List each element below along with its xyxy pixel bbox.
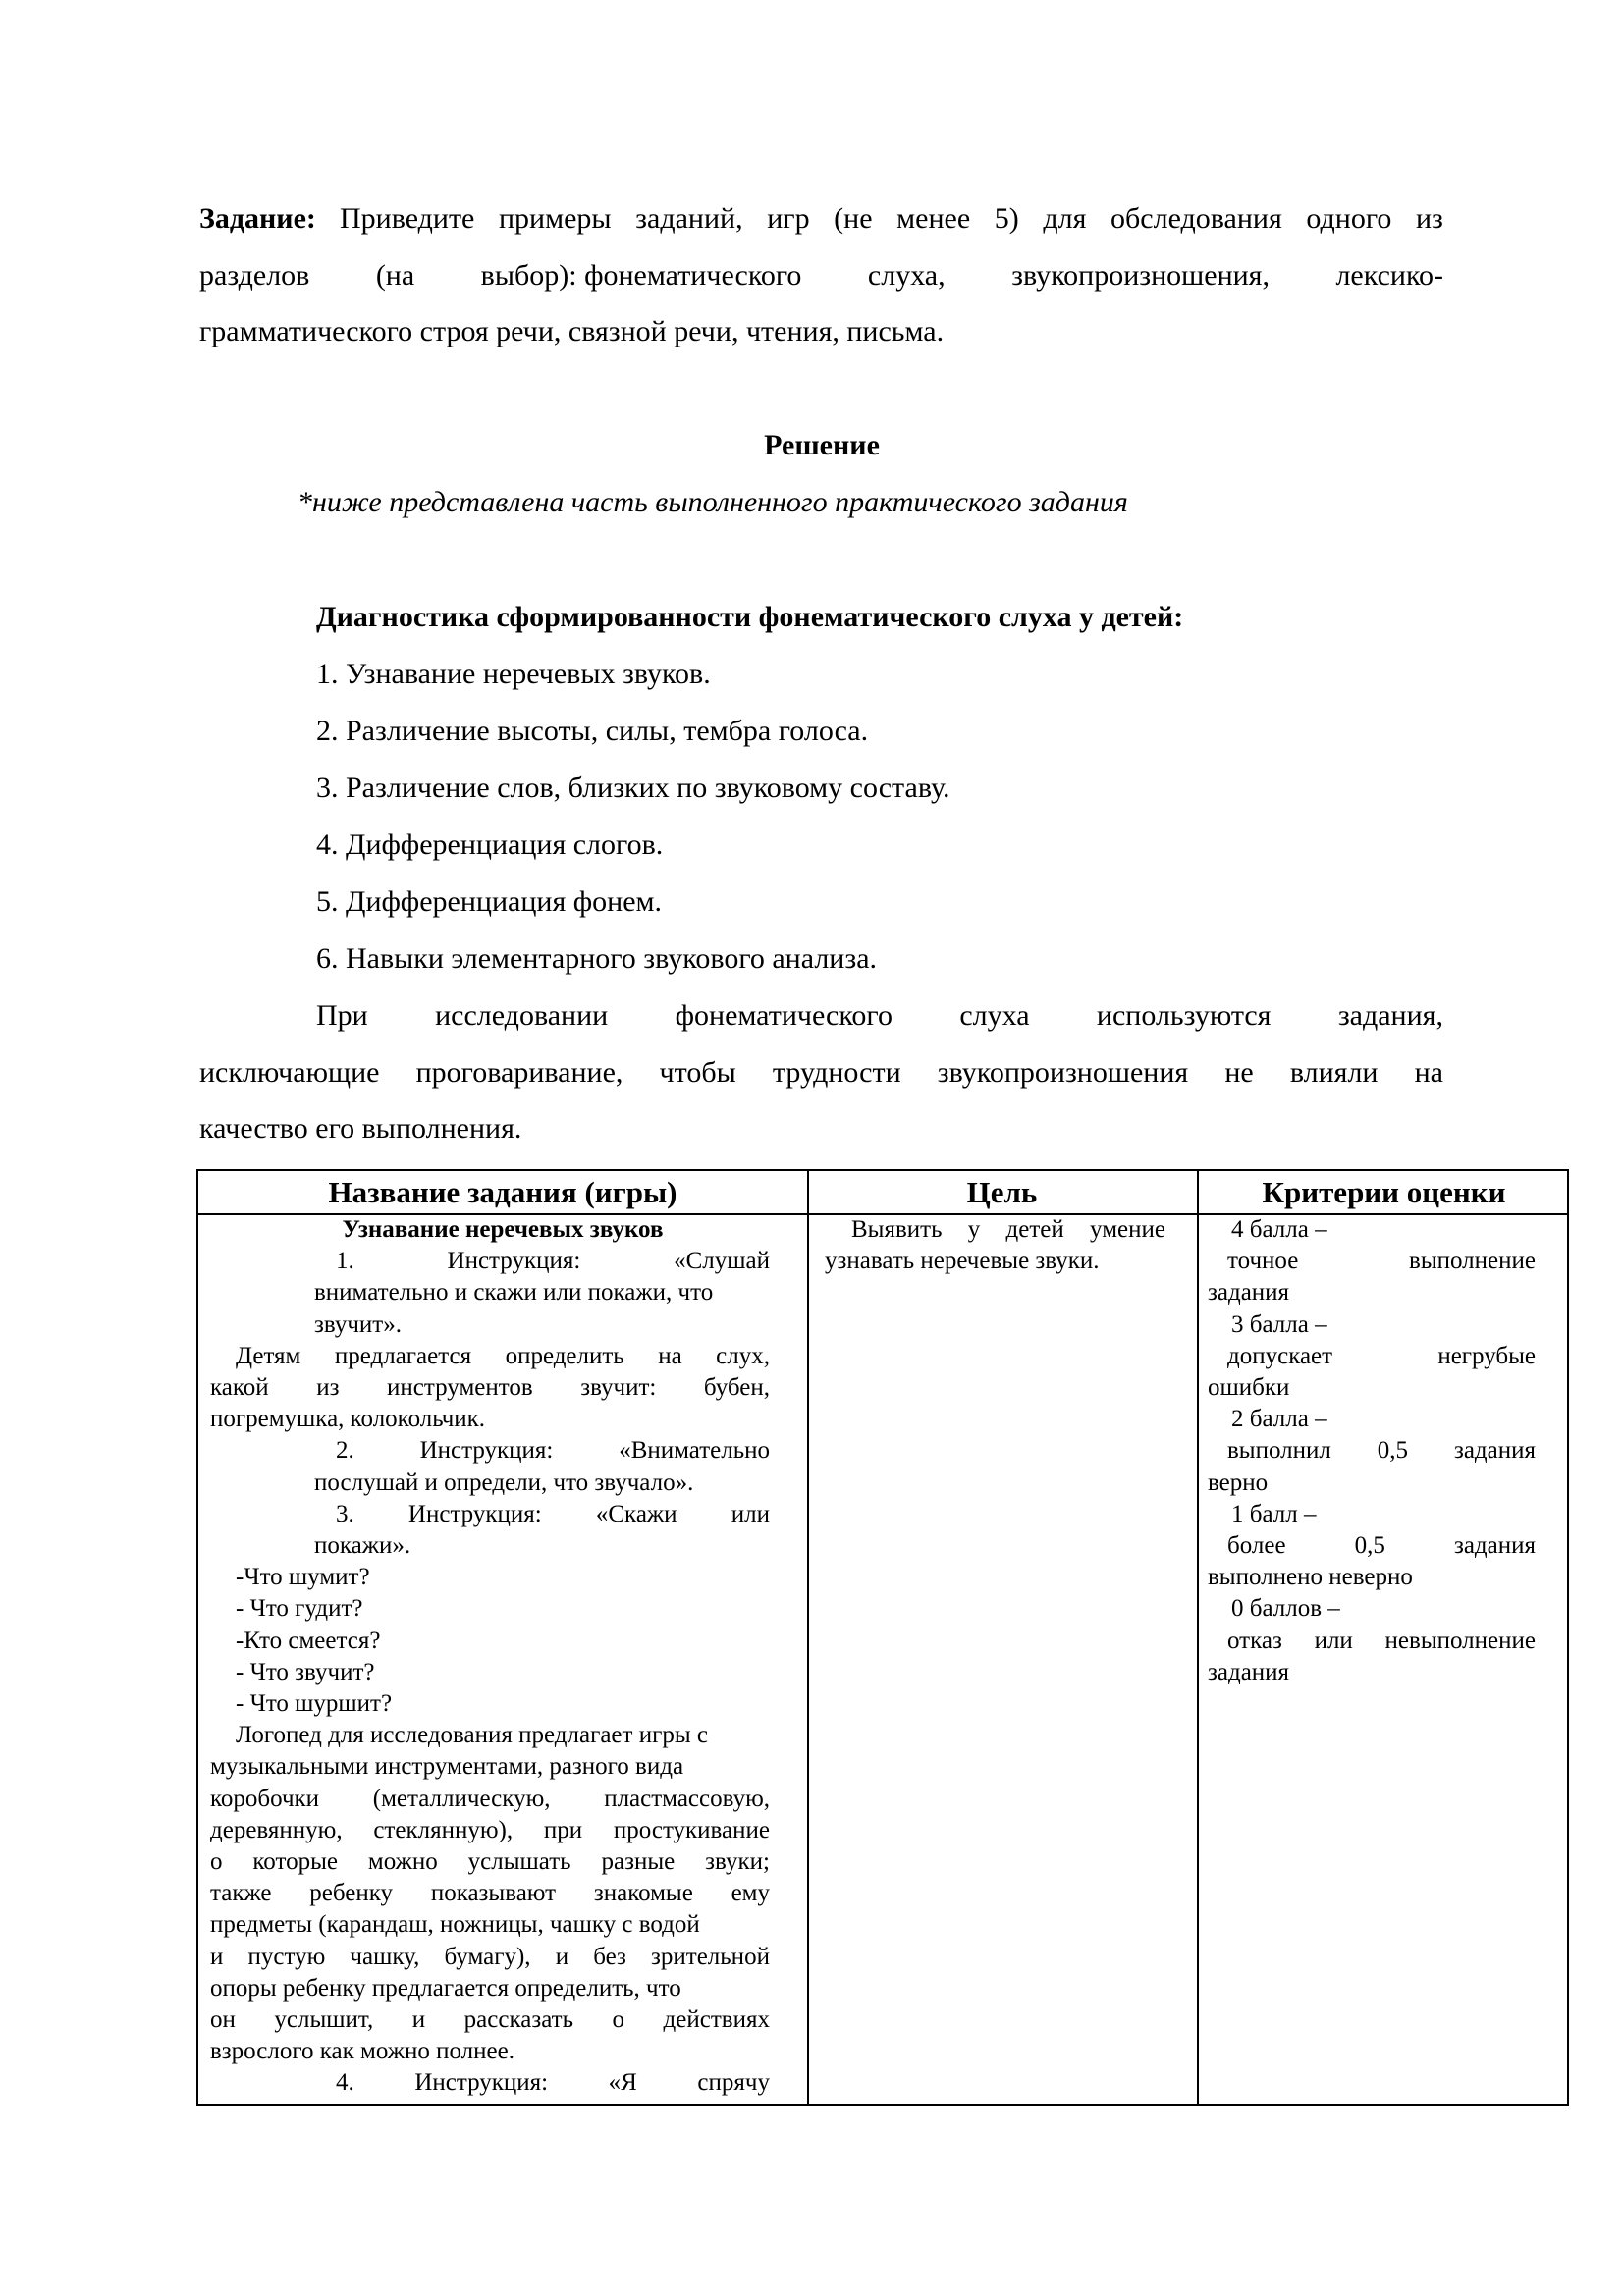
- word: стеклянную),: [373, 1816, 514, 1843]
- word: не: [1224, 1056, 1254, 1089]
- criteria-score: 1 балл –: [1231, 1500, 1317, 1527]
- word: выполнил: [1227, 1437, 1331, 1465]
- word: слух,: [716, 1342, 770, 1369]
- word: разные: [601, 1848, 676, 1875]
- word: определить: [505, 1342, 624, 1369]
- word: задания: [1453, 1437, 1536, 1465]
- question-item: - Что гудит?: [236, 1595, 363, 1623]
- word: одного: [1306, 202, 1392, 235]
- word: без: [593, 1943, 626, 1970]
- word: предлагается: [334, 1342, 472, 1369]
- word: спрячу: [697, 2069, 770, 2097]
- word: показывают: [430, 1880, 557, 1907]
- word: зрительной: [651, 1943, 770, 1970]
- word: отказ: [1227, 1627, 1282, 1654]
- criteria-description: [1227, 1530, 1536, 1562]
- word: звукопроизношения: [937, 1056, 1189, 1089]
- question-item: -Кто смеется?: [236, 1627, 381, 1654]
- question-item: - Что шуршит?: [236, 1690, 393, 1717]
- diagnostics-item: 6. Навыки элементарного звукового анализа.: [316, 942, 878, 975]
- word: 1.: [336, 1248, 354, 1275]
- word: обследования: [1110, 202, 1282, 235]
- word: которые: [252, 1848, 338, 1875]
- criteria-description: [1227, 1435, 1536, 1467]
- word: 5): [994, 202, 1019, 235]
- solution-title: Решение: [764, 429, 880, 461]
- word: из: [1416, 202, 1443, 235]
- word: «Слушай: [674, 1248, 770, 1275]
- word: услышит,: [274, 2006, 374, 2033]
- word: выбор): фонематического: [480, 259, 802, 292]
- diagnostics-item: 1. Узнавание неречевых звуков.: [316, 658, 711, 690]
- word: действиях: [663, 2006, 770, 2033]
- word: точное: [1227, 1248, 1299, 1275]
- word: «Внимательно: [619, 1437, 770, 1465]
- goal-line-2: узнавать неречевые звуки.: [825, 1248, 1100, 1274]
- header-criteria: Критерии оценки: [1262, 1175, 1506, 1209]
- word: выполнение: [1409, 1248, 1536, 1275]
- criteria-description: задания: [1208, 1279, 1290, 1307]
- word: деревянную,: [210, 1816, 343, 1843]
- header-task-name: Название задания (игры): [328, 1175, 677, 1209]
- cell-line: [210, 1846, 770, 1878]
- word: При: [316, 999, 368, 1032]
- word: о: [210, 1848, 223, 1875]
- criteria-description: верно: [1208, 1468, 1269, 1496]
- word: Выявить: [851, 1216, 943, 1243]
- word: звуки;: [705, 1848, 770, 1875]
- word: исключающие: [199, 1056, 380, 1089]
- criteria-score: 0 баллов –: [1231, 1595, 1340, 1623]
- word: Детям: [236, 1342, 301, 1369]
- word: о: [612, 2006, 625, 2033]
- word: Инструкция:: [447, 1248, 581, 1275]
- instruction-3: [336, 1499, 770, 1530]
- word: Инструкция:: [414, 2069, 549, 2097]
- word: используются: [1096, 999, 1272, 1032]
- word: на: [658, 1342, 682, 1369]
- word: 0,5: [1354, 1532, 1385, 1559]
- word: коробочки: [210, 1785, 320, 1812]
- goal-line-1: [851, 1214, 1165, 1246]
- word: заданий,: [635, 202, 743, 235]
- word: невыполнение: [1384, 1627, 1536, 1654]
- word: пластмассовую,: [604, 1785, 770, 1812]
- word: и: [210, 1943, 224, 1970]
- word: слуха: [959, 999, 1030, 1032]
- word: фонематического: [675, 999, 893, 1032]
- diagnostics-item: 5. Дифференциация фонем.: [316, 885, 663, 918]
- criteria-score: 3 балла –: [1231, 1310, 1327, 1338]
- criteria-description: ошибки: [1208, 1374, 1290, 1401]
- cell-line: [210, 1784, 770, 1815]
- word: примеры: [498, 202, 612, 235]
- word: «Скажи: [595, 1500, 677, 1527]
- word: бумагу),: [444, 1943, 531, 1970]
- cell-line: музыкальными инструментами, разного вида: [210, 1753, 684, 1781]
- cell-line: [210, 1815, 770, 1846]
- word: проговаривание,: [415, 1056, 623, 1089]
- word: звучит:: [580, 1374, 657, 1401]
- word: трудности: [772, 1056, 901, 1089]
- word: 4.: [336, 2069, 354, 2097]
- task-line-1: [340, 200, 1443, 238]
- word: или: [1314, 1627, 1353, 1654]
- word: 3.: [336, 1500, 354, 1527]
- word: из: [316, 1374, 340, 1401]
- cell-line: покажи».: [314, 1532, 411, 1559]
- task-label: [199, 200, 316, 238]
- cell-line: внимательно и скажи или покажи, что: [314, 1279, 714, 1307]
- word: простукивание: [613, 1816, 770, 1843]
- word: умение: [1090, 1216, 1165, 1243]
- word: Приведите: [340, 202, 475, 235]
- word: ребенку: [309, 1880, 394, 1907]
- criteria-score: 4 балла –: [1231, 1216, 1327, 1243]
- instruction-1: [336, 1246, 770, 1277]
- question-item: - Что звучит?: [236, 1658, 375, 1685]
- criteria-description: [1227, 1246, 1536, 1277]
- word: задания: [1453, 1532, 1536, 1559]
- cell-line: опоры ребенку предлагается определить, что: [210, 1974, 681, 2002]
- criteria-description: [1227, 1341, 1536, 1372]
- word: исследовании: [435, 999, 609, 1032]
- instruction-2: [336, 1435, 770, 1467]
- question-item: -Что шумит?: [236, 1564, 370, 1591]
- word: 0,5: [1377, 1437, 1409, 1465]
- solution-note: *ниже представлена часть выполненного практического задания: [298, 486, 1128, 518]
- column-divider: [807, 1171, 809, 2104]
- word: рассказать: [463, 2006, 573, 2033]
- word: он: [210, 2006, 236, 2033]
- word: детей: [1005, 1216, 1064, 1243]
- word: влияли: [1289, 1056, 1379, 1089]
- word: можно: [367, 1848, 438, 1875]
- column-divider: [1197, 1171, 1199, 2104]
- word: задания,: [1337, 999, 1443, 1032]
- diagnostics-item: 3. Различение слов, близких по звуковому составу.: [316, 772, 950, 804]
- word: для: [1043, 202, 1087, 235]
- cell-line: послушай и определи, что звучало».: [314, 1468, 694, 1496]
- cell-line: предметы (карандаш, ножницы, чашку с водой: [210, 1911, 700, 1939]
- word: или: [731, 1500, 770, 1527]
- cell-line: Логопед для исследования предлагает игры с: [236, 1722, 708, 1749]
- word: Инструкция:: [419, 1437, 554, 1465]
- word: чашку,: [350, 1943, 420, 1970]
- word: менее: [896, 202, 971, 235]
- word: на: [1414, 1056, 1443, 1089]
- diagnostics-item: 4. Дифференциация слогов.: [316, 828, 664, 861]
- para-line-2: [199, 1054, 1443, 1092]
- word: ему: [731, 1880, 770, 1907]
- cell-line: [210, 1942, 770, 1973]
- para-line-3: качество его выполнения.: [199, 1112, 522, 1145]
- word: лексико-: [1335, 259, 1443, 292]
- word: «Я: [608, 2069, 637, 2097]
- word: игр: [767, 202, 810, 235]
- cell-line: [210, 1372, 770, 1404]
- word: (не: [834, 202, 873, 235]
- task-label-text: Задание:: [199, 202, 316, 235]
- cell-line: погремушка, колокольчик.: [210, 1406, 486, 1433]
- word: у: [967, 1216, 981, 1243]
- word: негрубые: [1437, 1342, 1536, 1369]
- criteria-description: задания: [1208, 1658, 1290, 1685]
- word: более: [1227, 1532, 1286, 1559]
- word: при: [543, 1816, 583, 1843]
- cell-line: [236, 1341, 770, 1372]
- tasks-table: [196, 1169, 1569, 2106]
- cell-title: Узнавание неречевых звуков: [342, 1216, 664, 1243]
- word: звукопроизношения,: [1011, 259, 1270, 292]
- word: и: [411, 2006, 426, 2033]
- criteria-score: 2 балла –: [1231, 1406, 1327, 1433]
- para-line-1: [316, 997, 1443, 1035]
- instruction-4: [336, 2067, 770, 2099]
- task-line-2: [199, 257, 1443, 294]
- word: пустую: [247, 1943, 326, 1970]
- word: чтобы: [659, 1056, 736, 1089]
- word: знакомые: [593, 1880, 693, 1907]
- cell-line: [210, 1878, 770, 1909]
- criteria-description: выполнено неверно: [1208, 1564, 1413, 1591]
- word: и: [555, 1943, 569, 1970]
- word: также: [210, 1880, 272, 1907]
- criteria-description: [1227, 1626, 1536, 1657]
- word: инструментов: [387, 1374, 533, 1401]
- word: какой: [210, 1374, 269, 1401]
- word: услышать: [467, 1848, 571, 1875]
- task-line-3: грамматического строя речи, связной речи, чтения, письма.: [199, 315, 945, 347]
- word: разделов: [199, 259, 310, 292]
- word: допускает: [1227, 1342, 1333, 1369]
- word: бубен,: [703, 1374, 770, 1401]
- cell-line: звучит».: [314, 1310, 402, 1338]
- word: Инструкция:: [407, 1500, 542, 1527]
- diagnostics-item: 2. Различение высоты, силы, тембра голоса.: [316, 715, 869, 747]
- header-goal: Цель: [966, 1175, 1038, 1209]
- word: (металлическую,: [372, 1785, 551, 1812]
- word: 2.: [336, 1437, 354, 1465]
- word: слуха,: [867, 259, 946, 292]
- word: (на: [375, 259, 415, 292]
- cell-line: взрослого как можно полнее.: [210, 2038, 514, 2065]
- cell-line: [210, 2004, 770, 2036]
- diagnostics-heading: Диагностика сформированности фонематического слуха у детей:: [316, 601, 1184, 633]
